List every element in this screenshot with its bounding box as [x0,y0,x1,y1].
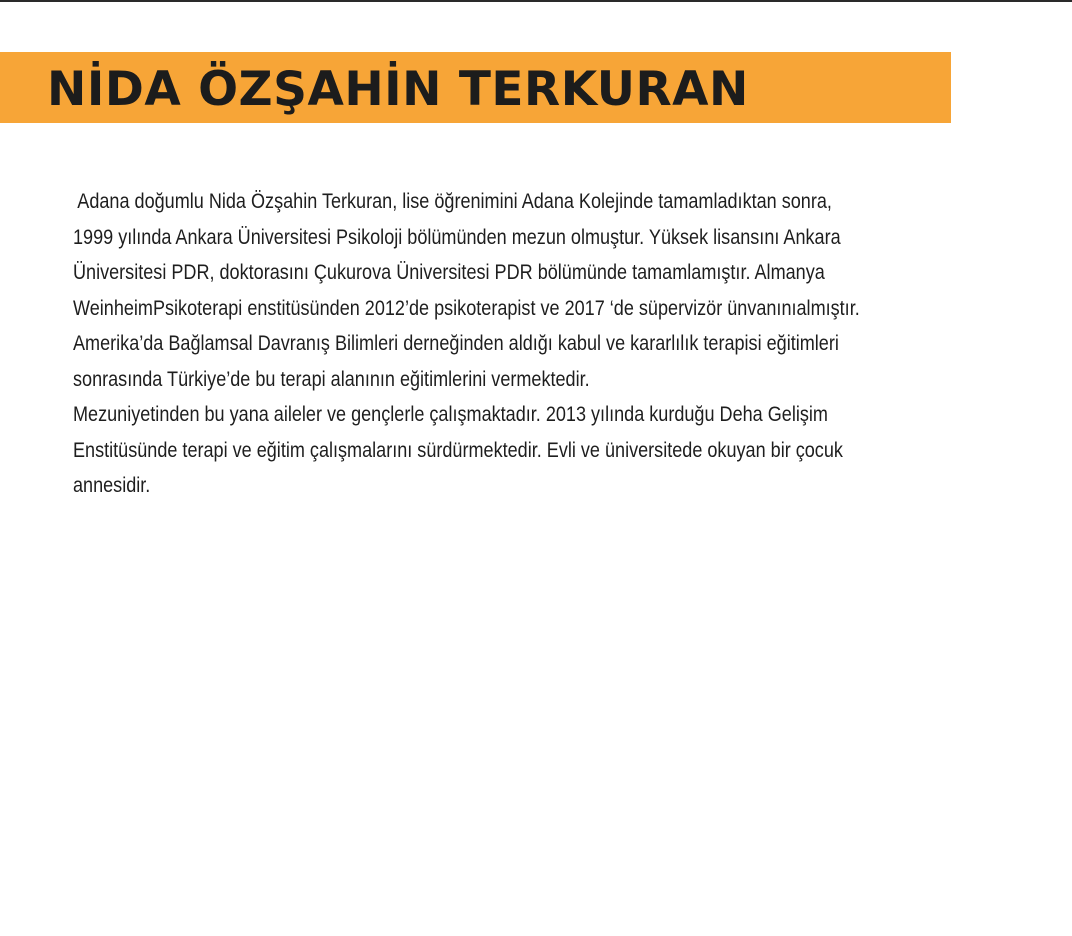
bio-line-6: sonrasında Türkiye’de bu terapi alanının eğitimlerini vermektedir. [73,367,590,391]
person-name-title: NİDA ÖZŞAHİN TERKURAN [47,62,749,117]
top-divider [0,0,1072,2]
bio-line-4: WeinheimPsikoterapi enstitüsünden 2012’de psikoterapist ve 2017 ‘de süpervizör ünvanınıalmıştır. [73,296,860,320]
bio-line-5: Amerika’da Bağlamsal Davranış Bilimleri derneğinden aldığı kabul ve kararlılık terapisi eğitimleri [73,332,839,355]
bio-line-9: annesidir. [73,474,151,497]
bio-line-2: 1999 yılında Ankara Üniversitesi Psikoloji bölümünden mezun olmuştur. Yüksek lisansını Ankara [73,225,841,249]
bio-line-7: Mezuniyetinden bu yana aileler ve gençlerle çalışmaktadır. 2013 yılında kurduğu Deha Gelişim [73,403,828,426]
biography-text [73,184,1033,504]
bio-line-3: Üniversitesi PDR, doktorasını Çukurova Üniversitesi PDR bölümünde tamamlamıştır. Almanya [73,261,825,284]
bio-line-1: Adana doğumlu Nida Özşahin Terkuran, lise öğrenimini Adana Kolejinde tamamladıktan sonra, [77,190,832,213]
bio-line-8: Enstitüsünde terapi ve eğitim çalışmalarını sürdürmektedir. Evli ve üniversitede okuyan bir çocuk [73,438,843,462]
